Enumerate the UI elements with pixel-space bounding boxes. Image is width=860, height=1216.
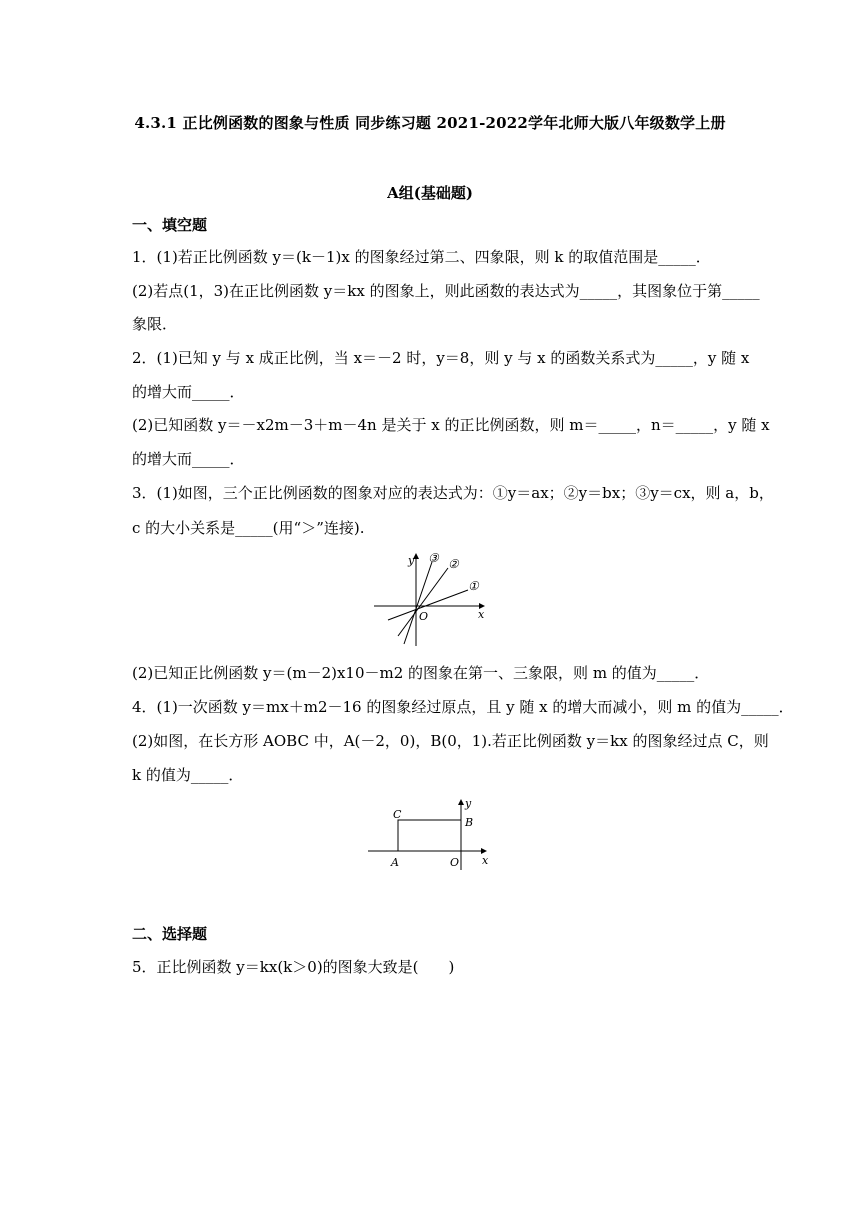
line-3-label: ③ [428, 551, 439, 565]
question-line: c 的大小关系是_____(用“＞”连接). [132, 519, 365, 537]
line-3 [404, 562, 432, 644]
question-line: 5．正比例函数 y＝kx(k＞0)的图象大致是( ) [132, 958, 455, 976]
question-line: 的增大而_____． [132, 450, 245, 468]
question-line: (2)已知正比例函数 y＝(m－2)x10－m2 的图象在第一、三象限，则 m 的值为_____． [132, 664, 710, 682]
question-line: (2)若点(1，3)在正比例函数 y＝kx 的图象上，则此函数的表达式为_____，其图象位于第_____ [132, 282, 760, 300]
question-line: 4．(1)一次函数 y＝mx＋m2－16 的图象经过原点，且 y 随 x 的增大而减小，则 m 的值为_____． [132, 698, 794, 716]
x-axis-label: x [482, 854, 489, 867]
question-line: k 的值为_____． [132, 766, 244, 784]
line-2-label: ② [448, 557, 459, 571]
section-heading-fill-in: 一、填空题 [132, 216, 208, 234]
y-axis-label: y [465, 797, 472, 810]
question-line: (2)已知函数 y＝－x2m－3＋m－4n 是关于 x 的正比例函数，则 m＝_____，n＝_____，y 随 x [132, 416, 770, 434]
section-heading-choice: 二、选择题 [132, 925, 208, 943]
y-axis-label: y [408, 554, 415, 567]
point-b-label: B [465, 816, 474, 829]
origin-label: O [450, 856, 460, 869]
group-heading: A组(基础题) [387, 184, 473, 202]
origin-label: O [419, 610, 429, 623]
point-c-label: C [393, 808, 402, 821]
question-line: 2．(1)已知 y 与 x 成正比例，当 x＝－2 时，y＝8，则 y 与 x 的函数关系式为_____，y 随 x [132, 349, 750, 367]
line-2 [398, 568, 448, 636]
question-line: 象限． [132, 315, 178, 333]
question-line: 的增大而_____． [132, 383, 245, 401]
question-line: (2)如图，在长方形 AOBC 中，A(－2，0)，B(0，1).若正比例函数 y＝kx 的图象经过点 C，则 [132, 732, 769, 750]
point-a-label: A [391, 856, 399, 869]
x-axis-label: x [478, 608, 485, 621]
figure-three-lines [368, 548, 492, 652]
line-1-label: ① [468, 579, 479, 593]
question-line: 3．(1)如图，三个正比例函数的图象对应的表达式为：①y＝ax；②y＝bx；③y＝cx，则 a，b， [132, 484, 774, 502]
rectangle-aobc [398, 820, 461, 851]
page-title: 4.3.1 正比例函数的图象与性质 同步练习题 2021-2022学年北师大版八年级数学上册 [134, 114, 726, 132]
question-line: 1．(1)若正比例函数 y＝(k－1)x 的图象经过第二、四象限，则 k 的取值范围是_____． [132, 248, 711, 266]
figure-rectangle [366, 796, 492, 876]
